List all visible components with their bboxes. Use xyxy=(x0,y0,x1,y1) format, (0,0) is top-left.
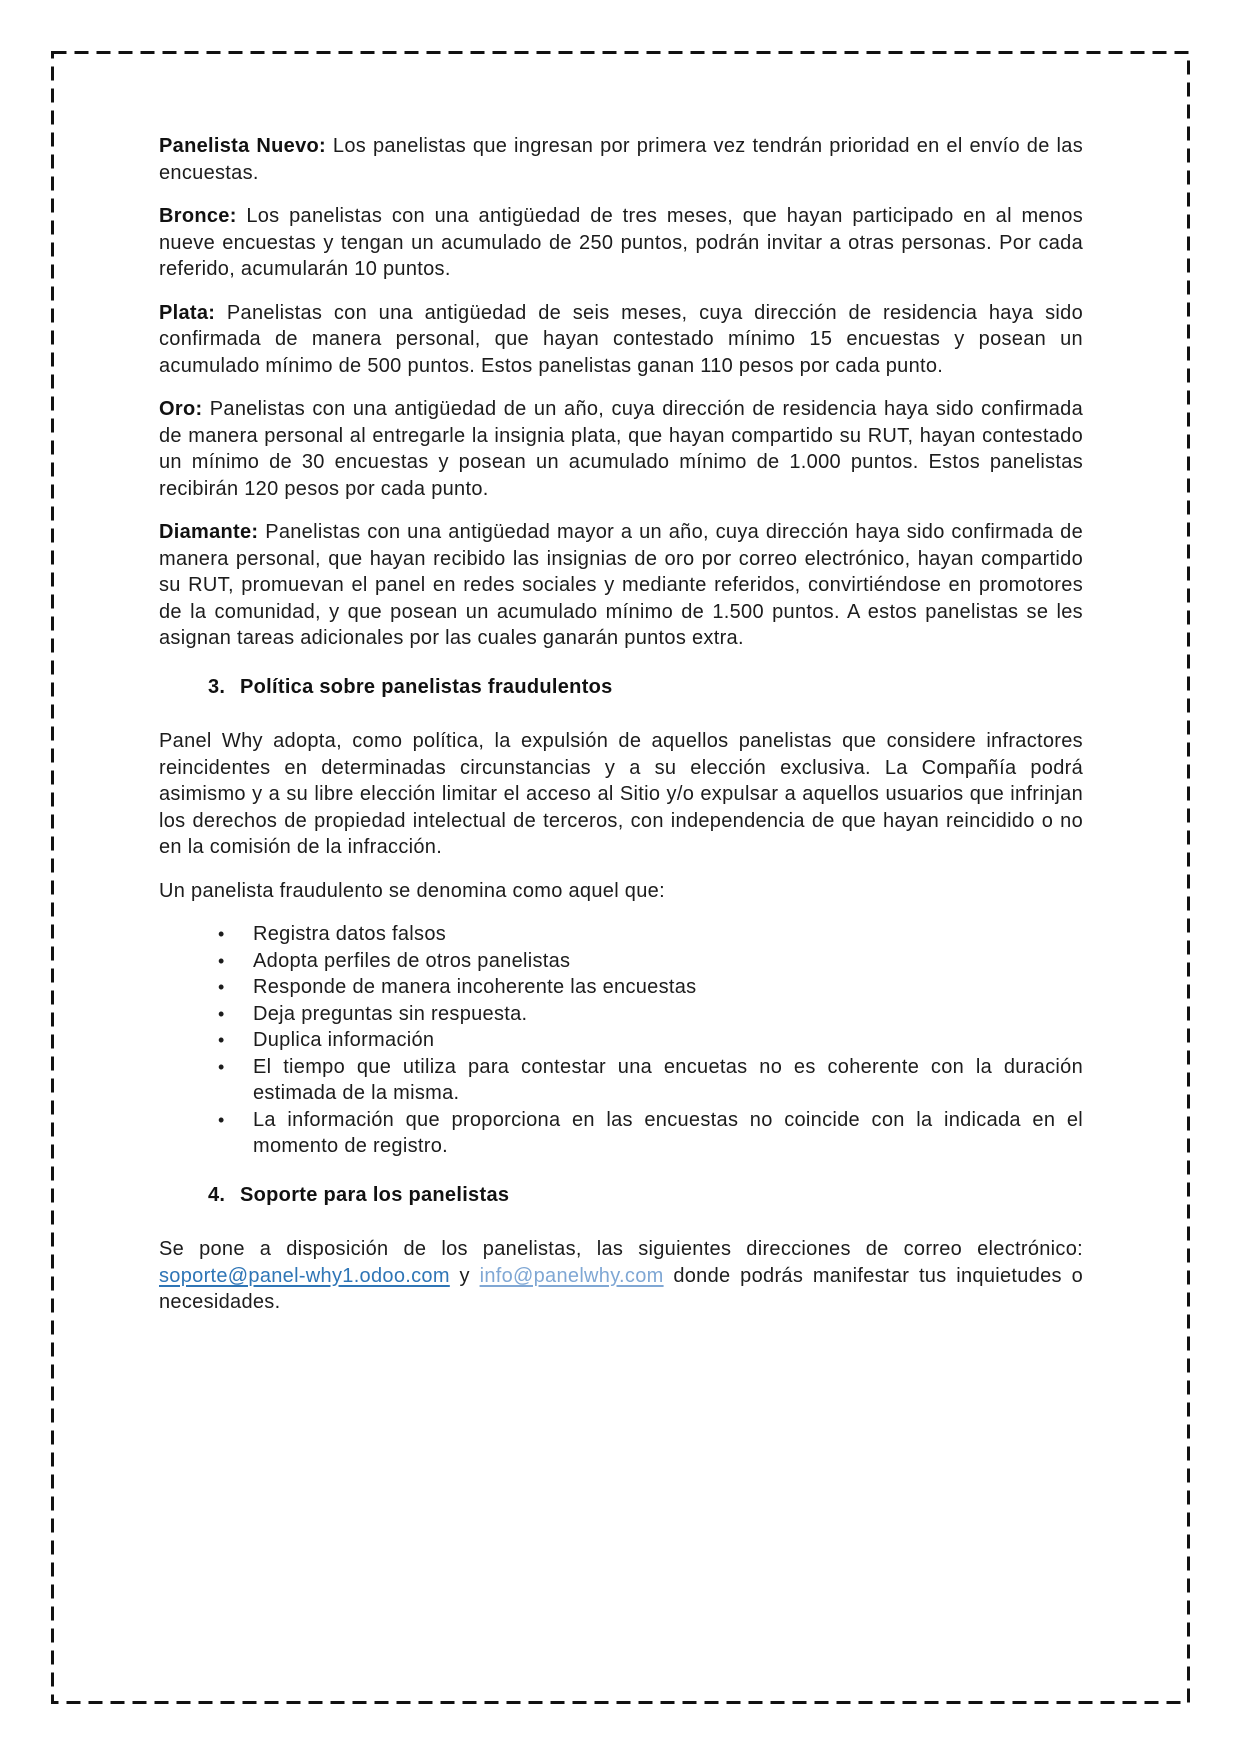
paragraph-diamante xyxy=(159,519,1083,652)
section-heading-4 xyxy=(159,1182,1083,1209)
bullet-icon: • xyxy=(218,1003,225,1024)
support-paragraph xyxy=(159,1236,1083,1316)
list-item xyxy=(159,921,1083,948)
paragraph-oro xyxy=(159,396,1083,502)
tier-text-panelista-nuevo: Los panelistas que ingresan por primera vez tendrán prioridad en el envío de las encuestas. xyxy=(159,135,1084,184)
fraud-criteria-list xyxy=(159,921,1083,1160)
tier-text-oro: Panelistas con una antigüedad de un año, cuya dirección de residencia haya sido confirmada de manera personal al entregarle la insignia plata, que hayan compartido su RUT, hayan contestado un mínimo de 30 encuestas y posean un acumulado mínimo de 1.000 puntos. Estos panelistas recibirán 120 pesos por cada punto. xyxy=(159,398,1084,500)
tier-label-plata: Plata: xyxy=(159,301,216,324)
support-text-before: Se pone a disposición de los panelistas, las siguientes direcciones de correo electrónico: xyxy=(159,1238,1083,1260)
tier-label-diamante: Diamante: xyxy=(159,521,259,543)
list-item-text: Duplica información xyxy=(253,1029,435,1051)
section-4-number: 4. xyxy=(208,1183,226,1206)
list-item xyxy=(159,974,1083,1001)
support-text-after: donde podrás manifestar tus inquietudes o necesidades. xyxy=(159,1264,1084,1313)
bullet-icon: • xyxy=(218,1030,225,1050)
paragraph-bronce xyxy=(159,203,1083,283)
section-3-number: 3. xyxy=(208,675,226,698)
info-email-link[interactable]: info@panelwhy.com xyxy=(479,1264,664,1287)
tier-label-bronce: Bronce: xyxy=(159,205,237,227)
list-item xyxy=(159,1027,1083,1054)
section-3-title: Política sobre panelistas fraudulentos xyxy=(240,675,613,698)
paragraph-plata xyxy=(159,300,1083,380)
list-item-text: El tiempo que utiliza para contestar una encuetas no es coherente con la duración estimada de la misma. xyxy=(253,1055,1083,1104)
section-heading-3 xyxy=(159,674,1083,701)
list-item-text: Responde de manera incoherente las encuestas xyxy=(253,976,697,998)
bullet-icon: • xyxy=(218,924,225,944)
bullet-icon: • xyxy=(218,1109,225,1130)
bullet-icon: • xyxy=(218,950,225,971)
bullet-icon: • xyxy=(218,1056,225,1077)
bullet-icon: • xyxy=(218,977,225,997)
list-item xyxy=(159,1107,1083,1160)
list-item-text: La información que proporciona en las encuestas no coincide con la indicada en el momento de registro. xyxy=(253,1108,1083,1157)
fraud-list-intro: Un panelista fraudulento se denomina como aquel que: xyxy=(159,879,665,902)
document-body xyxy=(159,133,1083,1333)
section-3-intro: Panel Why adopta, como política, la expulsión de aquellos panelistas que considere infractores reincidentes en determinadas circunstancias y a su elección exclusiva. La Compañía podrá asimismo y a su libre elección limitar el acceso al Sitio y/o expulsar a aquellos usuarios que infrinjan los derechos de propiedad intelectual de terceros, con independencia de que hayan reincidido o no en la comisión de la infracción. xyxy=(159,730,1083,858)
list-item xyxy=(159,948,1083,975)
list-item-text: Adopta perfiles de otros panelistas xyxy=(253,949,571,972)
tier-text-bronce: Los panelistas con una antigüedad de tres meses, que hayan participado en al menos nueve encuestas y tengan un acumulado de 250 puntos, podrán invitar a otras personas. Por cada referido, acumularán 10 puntos. xyxy=(159,205,1083,280)
tier-text-diamante: Panelistas con una antigüedad mayor a un año, cuya dirección haya sido confirmada de manera personal, que hayan recibido las insignias de oro por correo electrónico, hayan compartido su RUT, promuevan el panel en redes sociales y mediante referidos, convirtiéndose en promotores de la comunidad, y que posean un acumulado mínimo de 1.500 puntos. A estos panelistas se les asignan tareas adicionales por las cuales ganarán puntos extra. xyxy=(159,521,1083,649)
tier-label-panelista-nuevo: Panelista Nuevo: xyxy=(159,135,326,157)
section-4-title: Soporte para los panelistas xyxy=(240,1183,510,1206)
support-email-link[interactable]: soporte@panel-why1.odoo.com xyxy=(159,1264,450,1287)
tier-text-plata: Panelistas con una antigüedad de seis meses, cuya dirección de residencia haya sido confirmada de manera personal, que hayan contestado mínimo 15 encuestas y posean un acumulado mínimo de 500 puntos. Estos panelistas ganan 110 pesos por cada punto. xyxy=(159,301,1083,377)
list-item xyxy=(159,1001,1083,1028)
list-item-text: Deja preguntas sin respuesta. xyxy=(253,1002,528,1025)
support-connector: y xyxy=(459,1264,470,1287)
list-item xyxy=(159,1054,1083,1107)
list-item-text: Registra datos falsos xyxy=(253,923,447,945)
paragraph-panelista-nuevo xyxy=(159,133,1083,186)
tier-label-oro: Oro: xyxy=(159,398,203,420)
